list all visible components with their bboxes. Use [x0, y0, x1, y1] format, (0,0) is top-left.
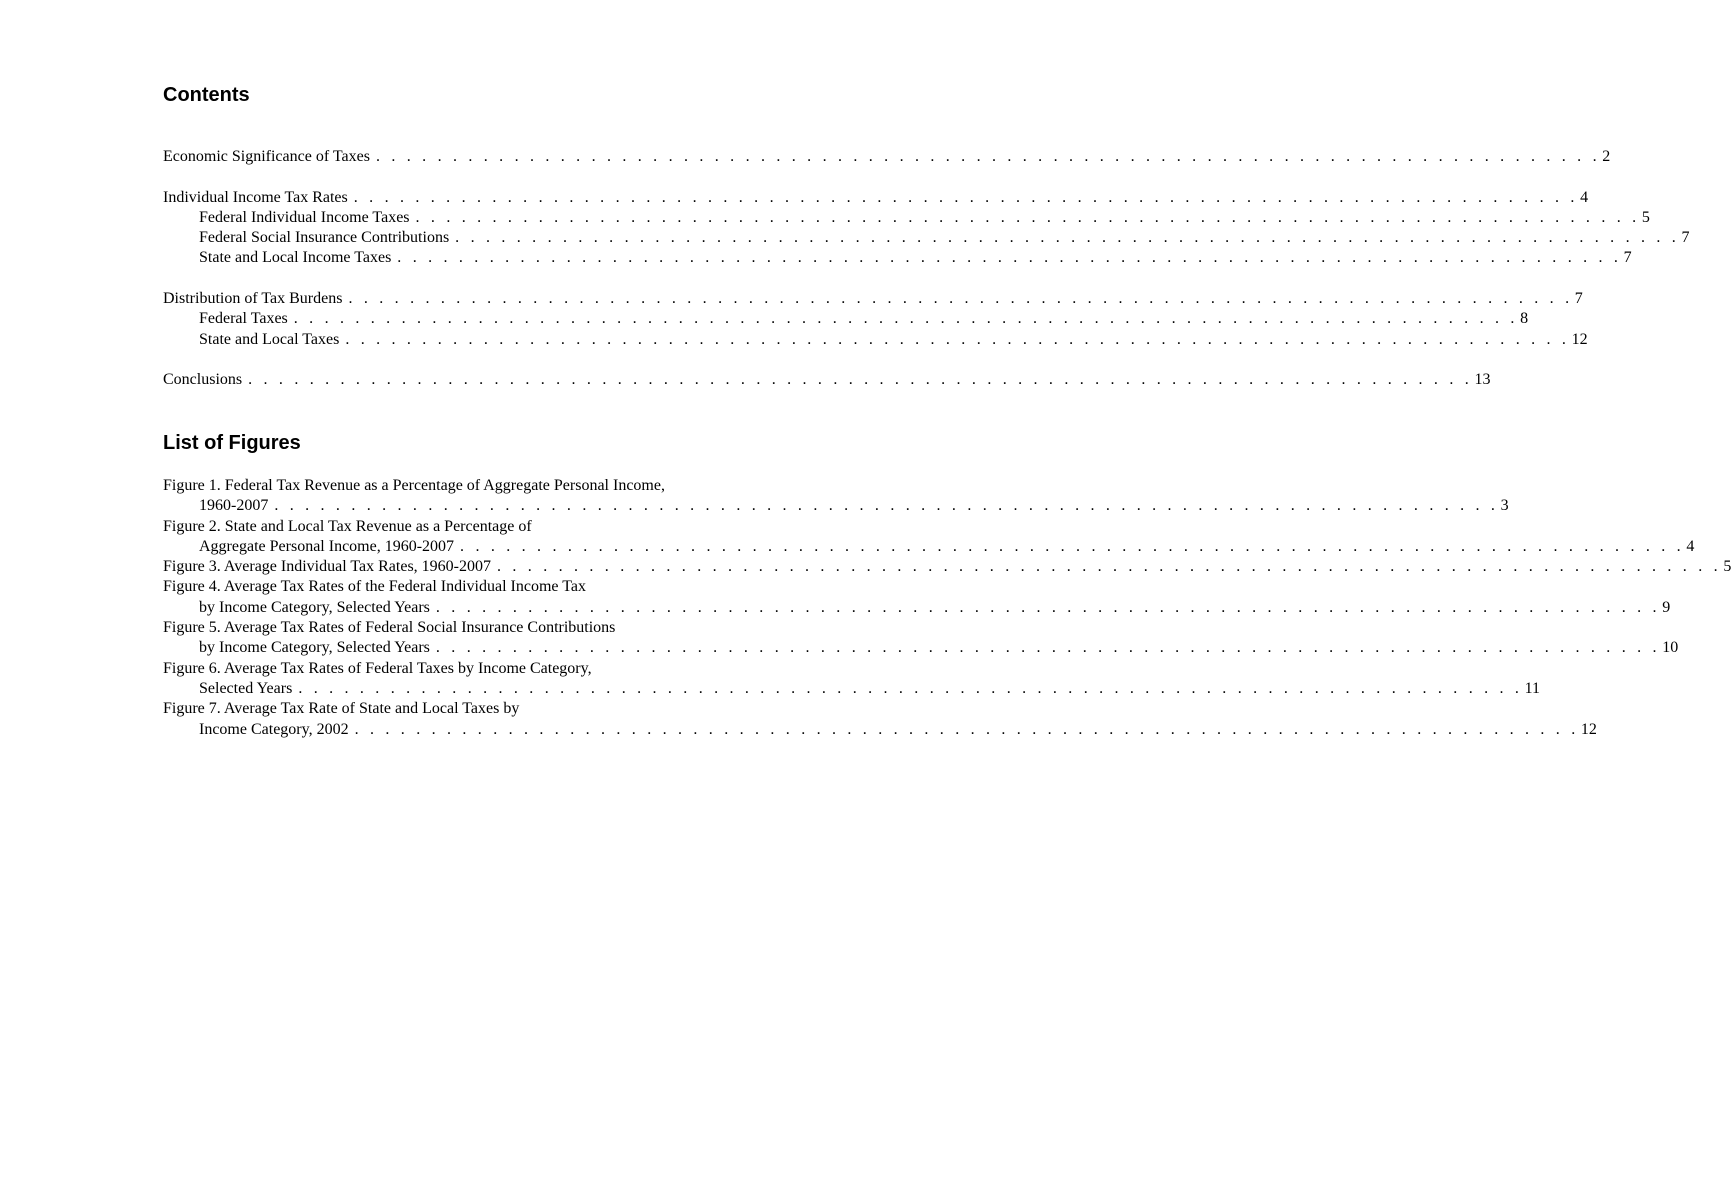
- entry-page-number: 7: [1623, 249, 1632, 267]
- entry-title: Federal Taxes: [199, 310, 288, 328]
- dot-leader: . . . . . . . . . . . . . . . . . . . . . . . . . . . . . . . . . . . . . . . . . . . . . . . . . . . . . . . . . . . . . . . . . . . . . . . . . . . . . . . .: [348, 290, 1573, 308]
- entry-title: Federal Social Insurance Contributions: [199, 229, 450, 247]
- dot-leader: . . . . . . . . . . . . . . . . . . . . . . . . . . . . . . . . . . . . . . . . . . . . . . . . . . . . . . . . . . . . . . . . . . . . . . . . . . . . . . . .: [353, 188, 1579, 206]
- figure-entry-continuation[interactable]: [163, 537, 1695, 557]
- toc-entry[interactable]: [163, 228, 1690, 248]
- dot-leader: . . . . . . . . . . . . . . . . . . . . . . . . . . . . . . . . . . . . . . . . . . . . . . . . . . . . . . . . . . . . . . . . . . . . . . . . . . . . . . . .: [248, 371, 1473, 389]
- entry-page-number: 10: [1662, 639, 1679, 657]
- entry-page-number: 12: [1580, 720, 1597, 738]
- toc-entry[interactable]: [163, 289, 1583, 309]
- entry-title: by Income Category, Selected Years: [199, 639, 430, 657]
- dot-leader: . . . . . . . . . . . . . . . . . . . . . . . . . . . . . . . . . . . . . . . . . . . . . . . . . . . . . . . . . . . . . . . . . . . . . . . . . . . . . . . .: [397, 249, 1622, 267]
- toc-entry[interactable]: [163, 248, 1632, 268]
- dot-leader: . . . . . . . . . . . . . . . . . . . . . . . . . . . . . . . . . . . . . . . . . . . . . . . . . . . . . . . . . . . . . . . . . . . . . . . . . . . . . . . .: [354, 720, 1579, 738]
- entry-page-number: 2: [1602, 148, 1611, 165]
- dot-leader: . . . . . . . . . . . . . . . . . . . . . . . . . . . . . . . . . . . . . . . . . . . . . . . . . . . . . . . . . . . . . . . . . . . . . . . . . . . . . . . .: [345, 330, 1570, 348]
- toc-entry[interactable]: [163, 330, 1588, 350]
- entry-page-number: 13: [1474, 371, 1491, 389]
- list-of-figures-heading: List of Figures: [163, 432, 301, 454]
- entry-title: Federal Individual Income Taxes: [199, 208, 410, 226]
- dot-leader: . . . . . . . . . . . . . . . . . . . . . . . . . . . . . . . . . . . . . . . . . . . . . . . . . . . . . . . . . . . . . . . . . . . . . . . . . . . . . . . .: [293, 310, 1519, 328]
- contents-heading: Contents: [163, 84, 250, 106]
- figure-entry-continuation[interactable]: [163, 679, 1541, 699]
- entry-title: Income Category, 2002: [199, 720, 349, 738]
- figure-entry-title[interactable]: Figure 7. Average Tax Rate of State and Local Taxes by: [163, 700, 520, 718]
- dot-leader: . . . . . . . . . . . . . . . . . . . . . . . . . . . . . . . . . . . . . . . . . . . . . . . . . . . . . . . . . . . . . . . . . . . . . . . . . . . . . . . .: [274, 497, 1499, 515]
- entry-title: Distribution of Tax Burdens: [163, 290, 343, 308]
- figure-entry-title[interactable]: Figure 5. Average Tax Rates of Federal Social Insurance Contributions: [163, 619, 616, 637]
- toc-entry[interactable]: [163, 309, 1529, 329]
- figure-entry-title[interactable]: Figure 6. Average Tax Rates of Federal Taxes by Income Category,: [163, 659, 592, 677]
- figure-entry-title[interactable]: Figure 2. State and Local Tax Revenue as a Percentage of: [163, 517, 532, 535]
- entry-title: Selected Years: [199, 679, 293, 697]
- dot-leader: . . . . . . . . . . . . . . . . . . . . . . . . . . . . . . . . . . . . . . . . . . . . . . . . . . . . . . . . . . . . . . . . . . . . . . . . . . . . . . . .: [455, 229, 1680, 247]
- figures-list: [163, 476, 1731, 740]
- figure-entry-title[interactable]: Figure 4. Average Tax Rates of the Federal Individual Income Tax: [163, 578, 586, 596]
- dot-leader: . . . . . . . . . . . . . . . . . . . . . . . . . . . . . . . . . . . . . . . . . . . . . . . . . . . . . . . . . . . . . . . . . . . . . . . . . . . . . . . .: [460, 537, 1685, 555]
- dot-leader: . . . . . . . . . . . . . . . . . . . . . . . . . . . . . . . . . . . . . . . . . . . . . . . . . . . . . . . . . . . . . . . . . . . . . . . . . . . . . . . .: [415, 208, 1640, 226]
- entry-page-number: 3: [1500, 497, 1509, 515]
- dot-leader: . . . . . . . . . . . . . . . . . . . . . . . . . . . . . . . . . . . . . . . . . . . . . . . . . . . . . . . . . . . . . . . . . . . . . . . . . . . . . . . .: [497, 558, 1722, 576]
- entry-page-number: 12: [1571, 330, 1588, 348]
- entry-title: 1960-2007: [199, 497, 269, 515]
- entry-page-number: 4: [1686, 537, 1695, 555]
- entry-title: State and Local Income Taxes: [199, 249, 392, 267]
- figure-entry-continuation[interactable]: [163, 638, 1679, 658]
- entry-page-number: 11: [1524, 679, 1541, 697]
- figure-entry-continuation[interactable]: [163, 496, 1509, 516]
- entry-page-number: 5: [1723, 558, 1731, 576]
- toc-entry[interactable]: [163, 188, 1589, 208]
- entry-page-number: 5: [1641, 208, 1650, 226]
- dot-leader: . . . . . . . . . . . . . . . . . . . . . . . . . . . . . . . . . . . . . . . . . . . . . . . . . . . . . . . . . . . . . . . . . . . . . . . . . . . . . . . .: [375, 148, 1601, 165]
- figure-entry-title[interactable]: Figure 1. Federal Tax Revenue as a Percentage of Aggregate Personal Income,: [163, 477, 665, 494]
- toc-entry[interactable]: [163, 208, 1650, 228]
- entry-title: Economic Significance of Taxes: [163, 148, 370, 165]
- entry-page-number: 7: [1681, 229, 1690, 247]
- entry-page-number: 9: [1662, 598, 1671, 616]
- entry-page-number: 4: [1580, 188, 1589, 206]
- entry-title: Conclusions: [163, 371, 243, 389]
- dot-leader: . . . . . . . . . . . . . . . . . . . . . . . . . . . . . . . . . . . . . . . . . . . . . . . . . . . . . . . . . . . . . . . . . . . . . . . . . . . . . . . .: [435, 639, 1661, 657]
- dot-leader: . . . . . . . . . . . . . . . . . . . . . . . . . . . . . . . . . . . . . . . . . . . . . . . . . . . . . . . . . . . . . . . . . . . . . . . . . . . . . . . .: [298, 679, 1523, 697]
- toc-entry[interactable]: [163, 370, 1491, 390]
- entry-page-number: 8: [1520, 310, 1529, 328]
- entry-title: Aggregate Personal Income, 1960-2007: [199, 537, 455, 555]
- toc-entry[interactable]: [163, 147, 1611, 167]
- entry-title: Figure 3. Average Individual Tax Rates, 1960-2007: [163, 558, 491, 576]
- entry-title: Individual Income Tax Rates: [163, 188, 348, 206]
- dot-leader: . . . . . . . . . . . . . . . . . . . . . . . . . . . . . . . . . . . . . . . . . . . . . . . . . . . . . . . . . . . . . . . . . . . . . . . . . . . . . . . .: [435, 598, 1661, 616]
- entry-page-number: 7: [1574, 290, 1583, 308]
- entry-title: by Income Category, Selected Years: [199, 598, 430, 616]
- contents-list: [163, 147, 1690, 391]
- figure-entry-continuation[interactable]: [163, 720, 1597, 740]
- figure-entry[interactable]: [163, 557, 1731, 577]
- figure-entry-continuation[interactable]: [163, 598, 1671, 618]
- entry-title: State and Local Taxes: [199, 330, 340, 348]
